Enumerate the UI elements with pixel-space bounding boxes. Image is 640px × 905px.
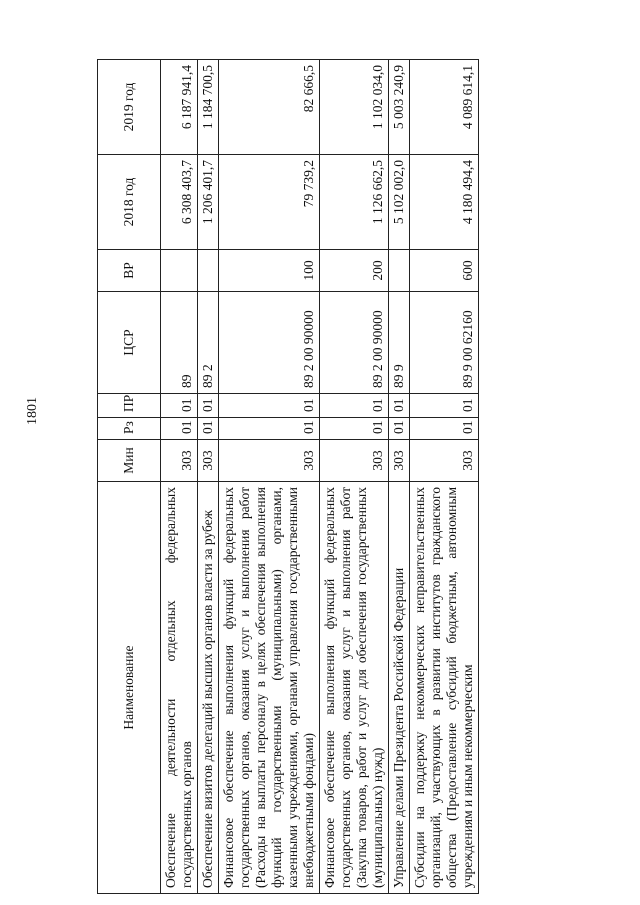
row-2018: 6 308 403,7 xyxy=(161,155,198,250)
row-csr: 89 9 xyxy=(389,292,410,394)
header-name: Наименование xyxy=(98,482,161,894)
table-row xyxy=(219,60,320,894)
row-pr: 01 xyxy=(389,394,410,418)
header-vr: ВР xyxy=(98,250,161,292)
row-name: Финансовое обеспечение выполнения функций федеральных государственных органов, оказания услуг и выполнения работ (Расходы на выплаты персоналу в целях обеспечения выполнения функций государственными (муниципальными) органами, казенными учреждениями, органами управления государственными внебюджетными фондами) xyxy=(219,482,320,894)
row-rz: 01 xyxy=(389,418,410,440)
row-name: Обеспечение визитов делегаций высших органов власти за рубеж xyxy=(198,482,219,894)
row-pr: 01 xyxy=(198,394,219,418)
rotated-table-container xyxy=(97,60,637,894)
row-rz: 01 xyxy=(410,418,479,440)
table-row xyxy=(389,60,410,894)
row-2018: 79 739,2 xyxy=(219,155,320,250)
row-2018: 1 126 662,5 xyxy=(320,155,389,250)
row-2018: 4 180 494,4 xyxy=(410,155,479,250)
row-name: Управление делами Президента Российской Федерации xyxy=(389,482,410,894)
header-pr: ПР xyxy=(98,394,161,418)
table-row xyxy=(198,60,219,894)
row-rz: 01 xyxy=(161,418,198,440)
row-2018: 1 206 401,7 xyxy=(198,155,219,250)
row-vr xyxy=(198,250,219,292)
row-pr: 01 xyxy=(320,394,389,418)
row-min: 303 xyxy=(161,440,198,482)
row-csr: 89 xyxy=(161,292,198,394)
table-header-row xyxy=(98,60,161,894)
header-2019: 2019 год xyxy=(98,60,161,155)
row-vr: 200 xyxy=(320,250,389,292)
header-csr: ЦСР xyxy=(98,292,161,394)
row-2019: 4 089 614,1 xyxy=(410,60,479,155)
row-vr xyxy=(161,250,198,292)
row-min: 303 xyxy=(198,440,219,482)
header-rz: Рз xyxy=(98,418,161,440)
row-pr: 01 xyxy=(161,394,198,418)
row-2019: 82 666,5 xyxy=(219,60,320,155)
page-number: 1801 xyxy=(25,397,40,425)
row-2019: 1 184 700,5 xyxy=(198,60,219,155)
table-row xyxy=(410,60,479,894)
row-min: 303 xyxy=(320,440,389,482)
row-vr: 600 xyxy=(410,250,479,292)
row-name: Финансовое обеспечение выполнения функций федеральных государственных органов, оказания услуг и выполнения работ (Закупка товаров, работ и услуг для обеспечения государственных (муниципальных) нужд) xyxy=(320,482,389,894)
table-row xyxy=(320,60,389,894)
row-csr: 89 2 00 90000 xyxy=(320,292,389,394)
row-rz: 01 xyxy=(198,418,219,440)
row-2019: 5 003 240,9 xyxy=(389,60,410,155)
row-pr: 01 xyxy=(410,394,479,418)
row-rz: 01 xyxy=(320,418,389,440)
row-name: Субсидии на поддержку некоммерческих неправительственных организаций, участвующих в развитии институтов гражданского общества (Предоставление субсидий бюджетным, автономным учреждениям и иным некоммерческим xyxy=(410,482,479,894)
row-2018: 5 102 002,0 xyxy=(389,155,410,250)
row-name: Обеспечение деятельности отдельных федеральных государственных органов xyxy=(161,482,198,894)
row-vr: 100 xyxy=(219,250,320,292)
row-csr: 89 2 xyxy=(198,292,219,394)
row-rz: 01 xyxy=(219,418,320,440)
row-min: 303 xyxy=(410,440,479,482)
row-2019: 6 187 941,4 xyxy=(161,60,198,155)
row-csr: 89 9 00 62160 xyxy=(410,292,479,394)
header-2018: 2018 год xyxy=(98,155,161,250)
row-csr: 89 2 00 90000 xyxy=(219,292,320,394)
row-vr xyxy=(389,250,410,292)
row-2019: 1 102 034,0 xyxy=(320,60,389,155)
budget-table xyxy=(97,59,479,894)
header-min: Мин xyxy=(98,440,161,482)
row-min: 303 xyxy=(219,440,320,482)
row-min: 303 xyxy=(389,440,410,482)
table-row xyxy=(161,60,198,894)
row-pr: 01 xyxy=(219,394,320,418)
